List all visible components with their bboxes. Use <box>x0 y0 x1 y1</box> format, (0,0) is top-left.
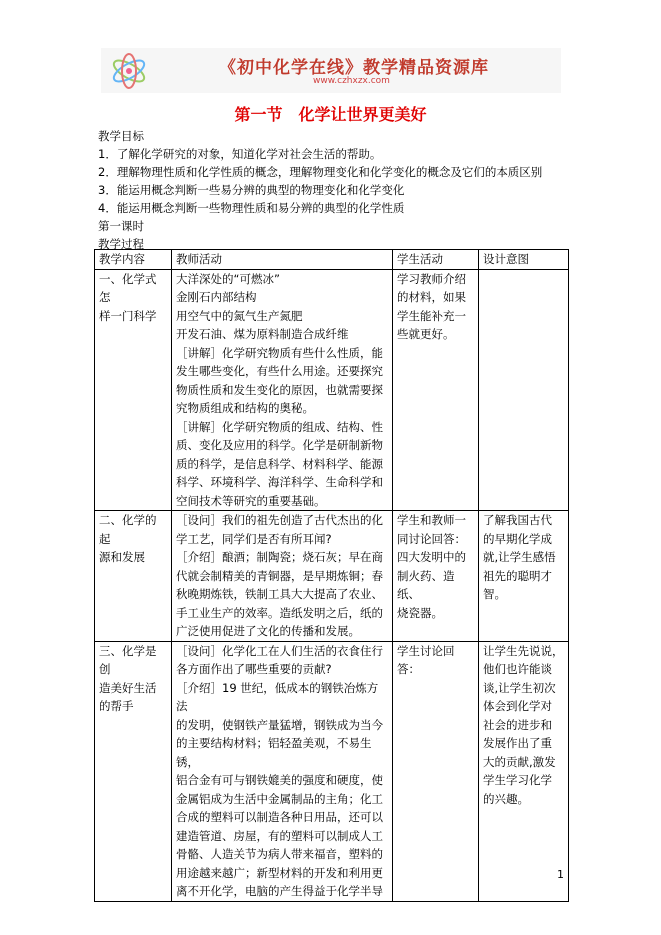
objective-item: 1．了解化学研究的对象，知道化学对社会生活的帮助。 <box>98 147 382 161</box>
process-label: 教学过程 <box>98 237 144 251</box>
table-row <box>95 269 569 511</box>
cell-intent: 让学生先说说， 他们也许能谈 谈,让学生初次 体会到化学对 社会的进步和 发展作出了重 大的贡献,激发 学生学习化学 的兴趣。 <box>479 641 569 901</box>
atom-logo-icon <box>109 52 149 90</box>
banner-url: www.czhxzx.com <box>313 76 390 86</box>
cell-student: 学生讨论回答： <box>393 641 479 901</box>
cell-teacher: ［设问］化学化工在人们生活的衣食住行 各方面作出了哪些重要的贡献? ［介绍］19 世纪，低成本的钢铁冶炼方法 的发明，使钢铁产量猛增，钢铁成为当今 的主要结构材料；铝轻盈美观，不易生锈， 铝合金有可与钢铁媲美的强度和硬度，使 金属铝成为生活中金属制品的主角；化工 合成的塑料可以制造各种日用品，还可以 建造管道、房屋，有的塑料可以制成人工 骨骼、人造关节为病人带来福音，塑料的 用途越来越广；新型材料的开发和利用更 离不开化学，电脑的产生得益于化学半导 <box>172 641 393 901</box>
cell-content: 一、化学式怎 样一门科学 <box>95 269 172 511</box>
table-header-row <box>95 250 569 270</box>
cell-content: 二、化学的起 源和发展 <box>95 511 172 642</box>
page-number: 1 <box>557 868 564 881</box>
cell-intent: 了解我国古代 的早期化学成 就,让学生感悟 祖先的聪明才 智。 <box>479 511 569 642</box>
objectives-heading: 教学目标 <box>98 129 144 143</box>
header-teacher: 教师活动 <box>172 250 393 270</box>
table-row <box>95 641 569 901</box>
header-banner <box>101 48 561 93</box>
teaching-process-table <box>94 249 569 902</box>
banner-title: 《初中化学在线》教学精品资源库 <box>219 58 489 78</box>
objective-item: 2．理解物理性质和化学性质的概念，理解物理变化和化学变化的概念及它们的本质区别 <box>98 165 543 179</box>
cell-teacher: ［设问］我们的祖先创造了古代杰出的化 学工艺，同学们是否有所耳闻? ［介绍］酿酒；制陶瓷；烧石灰；早在商 代就会制精美的青铜器，是早期炼铜；春 秋晚期炼铁，铁制工具大大提高了农业、 手工业生产的效率。造纸发明之后，纸的 广泛使用促进了文化的传播和发展。 <box>172 511 393 642</box>
objectives-section <box>98 127 542 253</box>
cell-student: 学生和教师一 同讨论回答： 四大发明中的 制火药、造纸、 烧瓷器。 <box>393 511 479 642</box>
page-title: 第一节 化学让世界更美好 <box>234 105 427 124</box>
cell-content: 三、化学是创 造美好生活 的帮手 <box>95 641 172 901</box>
cell-teacher: 大洋深处的“可燃冰” 金刚石内部结构 用空气中的氮气生产氮肥 开发石油、煤为原料制造合成纤维 ［讲解］化学研究物质有些什么性质，能 发生哪些变化，有些什么用途。还要探究 物质性质和发生变化的原因，也就需要探 究物质组成和结构的奥秘。 ［讲解］化学研究物质的组成、结构、性 质、变化及应用的科学。化学是研制新物 质的科学，是信息科学、材料科学、能源 科学、环境科学、海洋科学、生命科学和 空间技术等研究的重要基础。 <box>172 269 393 511</box>
objective-item: 4．能运用概念判断一些物理性质和易分辨的典型的化学性质 <box>98 201 405 215</box>
cell-intent <box>479 269 569 511</box>
header-content: 教学内容 <box>95 250 172 270</box>
lesson-label: 第一课时 <box>98 219 144 233</box>
objective-item: 3．能运用概念判断一些易分辨的典型的物理变化和化学变化 <box>98 183 405 197</box>
header-student: 学生活动 <box>393 250 479 270</box>
header-intent: 设计意图 <box>479 250 569 270</box>
table-row <box>95 511 569 642</box>
cell-student: 学习教师介绍 的材料，如果 学生能补充一 些就更好。 <box>393 269 479 511</box>
